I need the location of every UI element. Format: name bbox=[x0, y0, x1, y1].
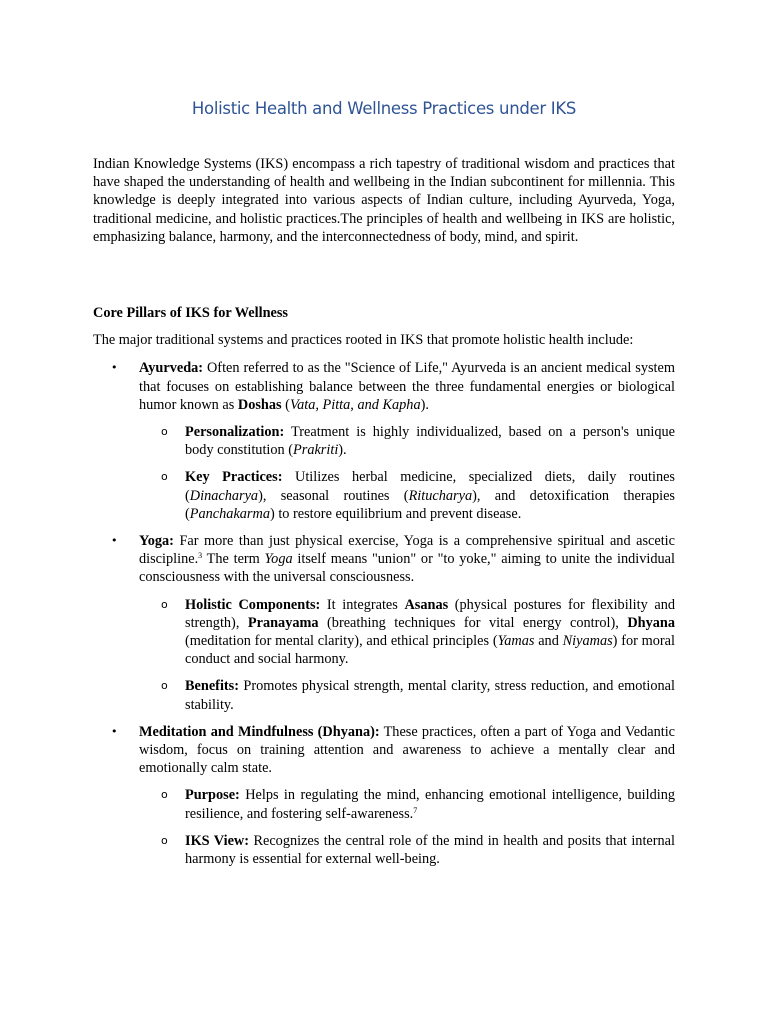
italic-term: Dinacharya bbox=[189, 487, 259, 504]
term-label: Doshas bbox=[237, 396, 282, 413]
yoga-text: Yoga: Far more than just physical exercise, Yoga is a comprehensive spiritual and ascetic discipline.$^3$ The term Yoga itself means "union" or "to yoke," aiming to unite the individual consciousness with the universal consciousness. bbox=[139, 533, 675, 586]
list-item-meditation bbox=[93, 723, 675, 868]
sub-bullet-marker: o bbox=[161, 833, 168, 847]
italic-term: Yoga bbox=[264, 551, 293, 568]
ayurveda-text: Ayurveda: Often referred to as the "Science of Life," Ayurveda is an ancient medical system that focuses on establishing balance between the three fundamental energies or biological humor known as Doshas (Vata, Pitta, and Kapha). bbox=[139, 360, 675, 413]
term-label: Dhyana bbox=[627, 614, 675, 631]
bullet-marker: • bbox=[111, 361, 118, 375]
sub-item-holistic-components: o Holistic Components: It integrates Asanas (physical postures for flexibility and strength), Pranayama (breathing techniques for vital energy control), Dhyana (meditation for mental clarity), and ethical principles (Yamas and Niyamas) for moral conduct and social harmony. bbox=[161, 596, 675, 668]
sub-bullet-marker: o bbox=[161, 679, 168, 693]
section-lead: The major traditional systems and practices rooted in IKS that promote holistic health include: bbox=[93, 332, 634, 349]
term-label: Asanas bbox=[404, 596, 449, 613]
term-label: Holistic Components: bbox=[185, 596, 321, 613]
sub-item-personalization: o Personalization: Treatment is highly individualized, based on a person's unique body constitution (Prakriti). bbox=[161, 424, 675, 459]
sub-bullet-marker: o bbox=[161, 788, 168, 802]
term-label: Pranayama bbox=[247, 614, 319, 631]
italic-term: Niyamas bbox=[562, 633, 613, 650]
italic-term: Panchakarma bbox=[189, 505, 270, 522]
bullet-marker: • bbox=[111, 724, 118, 738]
italic-term: Vata, Pitta, and Kapha bbox=[289, 396, 421, 413]
document-body bbox=[93, 155, 675, 877]
intro-paragraph: Indian Knowledge Systems (IKS) encompass a rich tapestry of traditional wisdom and practices that have shaped the understanding of health and wellbeing in the Indian subcontinent for millennia. This knowledge is deeply integrated into various aspects of Indian culture, including Ayurveda, Yoga, traditional medicine, and holistic practices.The principles of health and wellbeing in IKS are holistic, emphasizing balance, harmony, and the interconnectedness of body, mind, and spirit. bbox=[93, 156, 675, 245]
term-label: Key Practices: bbox=[185, 469, 283, 486]
sub-item-iks-view: o IKS View: Recognizes the central role of the mind in health and posits that internal harmony is essential for external well-being. bbox=[161, 832, 675, 868]
section-heading: Core Pillars of IKS for Wellness bbox=[93, 305, 288, 322]
term-label: Ayurveda: bbox=[139, 360, 204, 377]
sub-bullet-marker: o bbox=[161, 597, 168, 611]
italic-term: Prakriti bbox=[293, 442, 339, 459]
bullet-marker: • bbox=[111, 534, 118, 548]
footnote-marker: 7 bbox=[413, 805, 418, 815]
ayurveda-sublist bbox=[139, 423, 675, 523]
term-label: Benefits: bbox=[185, 678, 239, 695]
term-label: Purpose: bbox=[185, 787, 240, 804]
footnote-marker: 3 bbox=[198, 551, 203, 561]
term-label: Yoga: bbox=[139, 533, 174, 550]
term-label: IKS View: bbox=[185, 832, 250, 849]
meditation-text: Meditation and Mindfulness (Dhyana): These practices, often a part of Yoga and Vedantic wisdom, focus on training attention and awareness to achieve a mentally clear and emotionally calm state. bbox=[139, 723, 676, 777]
sub-bullet-marker: o bbox=[161, 425, 168, 439]
sub-item-key-practices: o Key Practices: Utilizes herbal medicine, specialized diets, daily routines (Dinacharya), seasonal routines (Ritucharya), and detoxification therapies (Panchakarma) to restore equilibrium and prevent disease. bbox=[161, 469, 675, 522]
list-item-yoga bbox=[93, 532, 675, 714]
sub-item-purpose: o Purpose: Helps in regulating the mind, enhancing emotional intelligence, building resilience, and fostering self-awareness.$^7$ bbox=[161, 787, 675, 822]
meditation-sublist bbox=[139, 786, 675, 868]
pillars-list bbox=[93, 359, 675, 868]
sub-item-benefits: o Benefits: Promotes physical strength, mental clarity, stress reduction, and emotional stability. bbox=[161, 678, 675, 713]
term-label: Personalization: bbox=[185, 424, 285, 441]
yoga-sublist bbox=[139, 596, 675, 714]
italic-term: Ritucharya bbox=[408, 487, 473, 504]
list-item-ayurveda bbox=[93, 359, 675, 523]
italic-term: Yamas bbox=[497, 633, 535, 650]
term-label: Meditation and Mindfulness (Dhyana): bbox=[139, 723, 380, 740]
document-title: Holistic Health and Wellness Practices under IKS bbox=[191, 99, 577, 118]
sub-bullet-marker: o bbox=[161, 470, 168, 484]
